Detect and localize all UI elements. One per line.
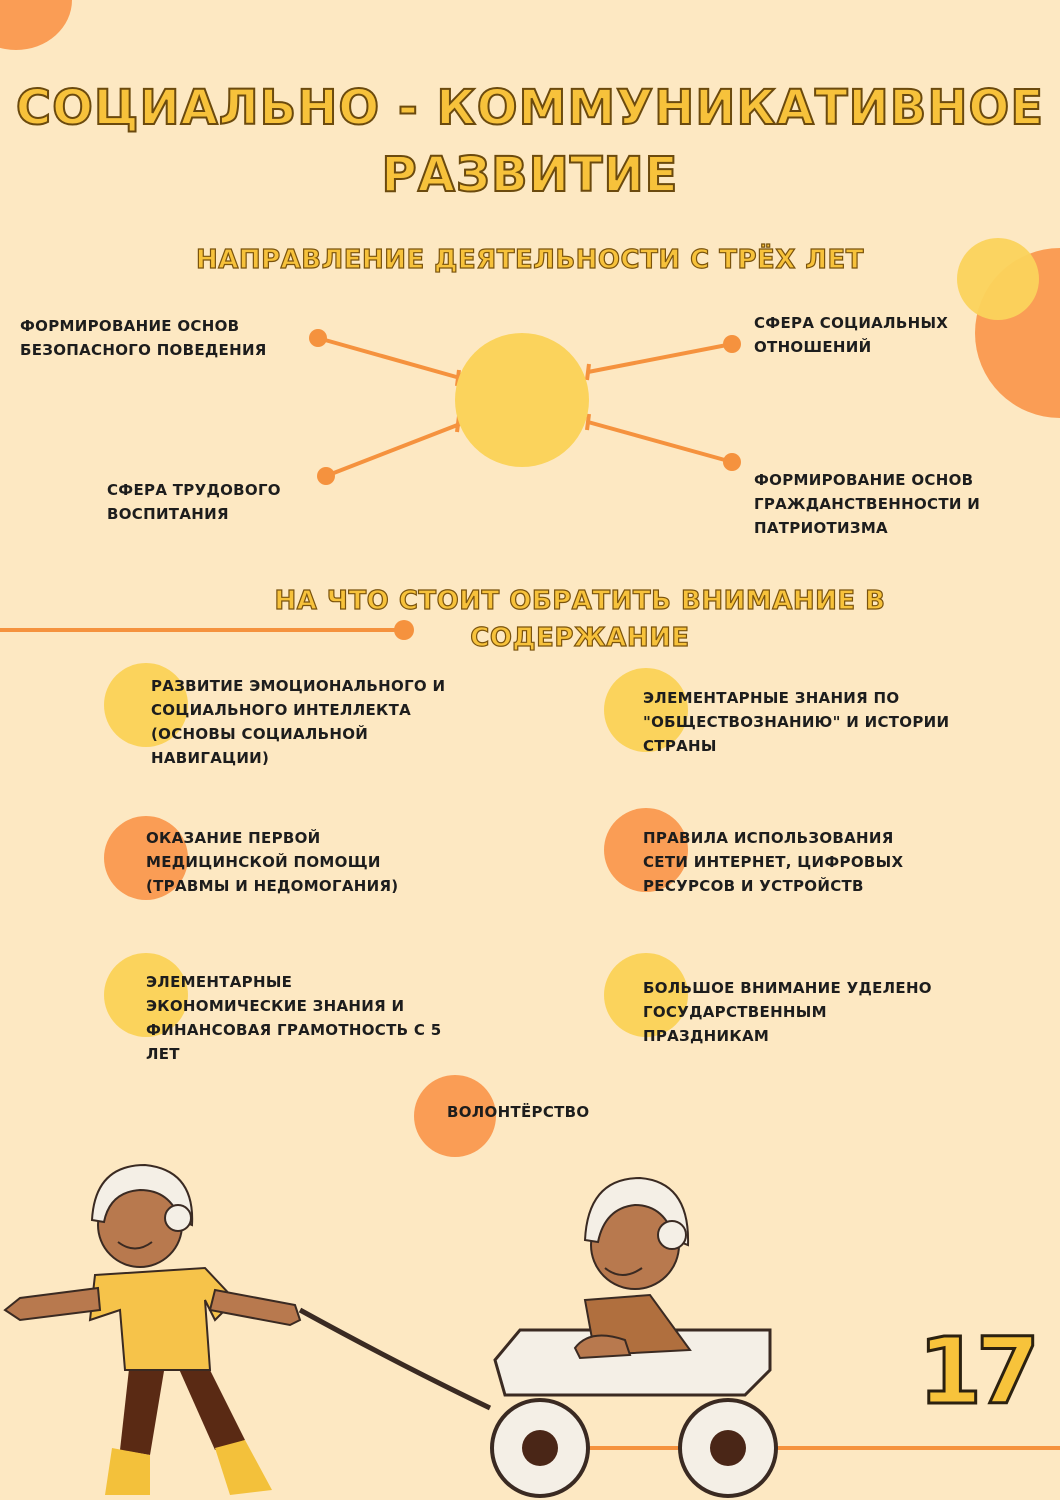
- card-volunteering: ВОЛОНТЁРСТВО: [447, 1103, 590, 1121]
- page-title-line2: РАЗВИТИЕ: [381, 147, 679, 203]
- card-social-studies: ЭЛЕМЕНТАРНЫЕ ЗНАНИЯ ПО "ОБЩЕСТВОЗНАНИЮ" И ИСТОРИИ СТРАНЫ: [643, 689, 950, 755]
- directions-heading: НАПРАВЛЕНИЕ ДЕЯТЕЛЬНОСТИ С ТРЁХ ЛЕТ: [195, 245, 865, 275]
- connector-line-bottom-left: [326, 424, 460, 476]
- connector-dot-bottom-right: [723, 453, 741, 471]
- content-heading-line1: НА ЧТО СТОИТ ОБРАТИТЬ ВНИМАНИЕ В: [274, 586, 886, 616]
- page-number: 17: [918, 1318, 1035, 1425]
- direction-social-relations: СФЕРА СОЦИАЛЬНЫХ ОТНОШЕНИЙ: [754, 314, 949, 356]
- content-heading-rule-dot: [394, 620, 414, 640]
- connector-dot-top-right: [723, 335, 741, 353]
- connector-dot-top-left: [309, 329, 327, 347]
- decor-circle-top-left: [0, 0, 72, 50]
- page-title-line1: СОЦИАЛЬНО - КОММУНИКАТИВНОЕ: [15, 80, 1045, 136]
- direction-safe-behavior: ФОРМИРОВАНИЕ ОСНОВ БЕЗОПАСНОГО ПОВЕДЕНИЯ: [20, 317, 267, 359]
- connector-line-top-left: [318, 338, 460, 378]
- connector-line-top-right: [588, 344, 732, 372]
- card-economics: ЭЛЕМЕНТАРНЫЕ ЭКОНОМИЧЕСКИЕ ЗНАНИЯ И ФИНАНСОВАЯ ГРАМОТНОСТЬ С 5 ЛЕТ: [146, 973, 442, 1063]
- connector-line-bottom-right: [588, 422, 732, 462]
- card-internet-rules: ПРАВИЛА ИСПОЛЬЗОВАНИЯ СЕТИ ИНТЕРНЕТ, ЦИФРОВЫХ РЕСУРСОВ И УСТРОЙСТВ: [643, 829, 904, 895]
- card-emotional-intelligence: РАЗВИТИЕ ЭМОЦИОНАЛЬНОГО И СОЦИАЛЬНОГО ИНТЕЛЛЕКТА (ОСНОВЫ СОЦИАЛЬНОЙ НАВИГАЦИИ): [151, 677, 446, 767]
- card-holidays: БОЛЬШОЕ ВНИМАНИЕ УДЕЛЕНО ГОСУДАРСТВЕННЫМ ПРАЗДНИКАМ: [643, 979, 932, 1045]
- direction-labor-education: СФЕРА ТРУДОВОГО ВОСПИТАНИЯ: [107, 481, 281, 523]
- direction-citizenship: ФОРМИРОВАНИЕ ОСНОВ ГРАЖДАНСТВЕННОСТИ И ПАТРИОТИЗМА: [754, 471, 981, 537]
- card-first-aid: ОКАЗАНИЕ ПЕРВОЙ МЕДИЦИНСКОЙ ПОМОЩИ (ТРАВМЫ И НЕДОМОГАНИЯ): [146, 829, 399, 895]
- children-with-cart-illustration: [0, 1150, 800, 1500]
- content-heading-line2: СОДЕРЖАНИЕ: [470, 623, 690, 653]
- content-heading-rule: [0, 628, 402, 632]
- center-sun-circle: [455, 333, 589, 467]
- connector-dot-bottom-left: [317, 467, 335, 485]
